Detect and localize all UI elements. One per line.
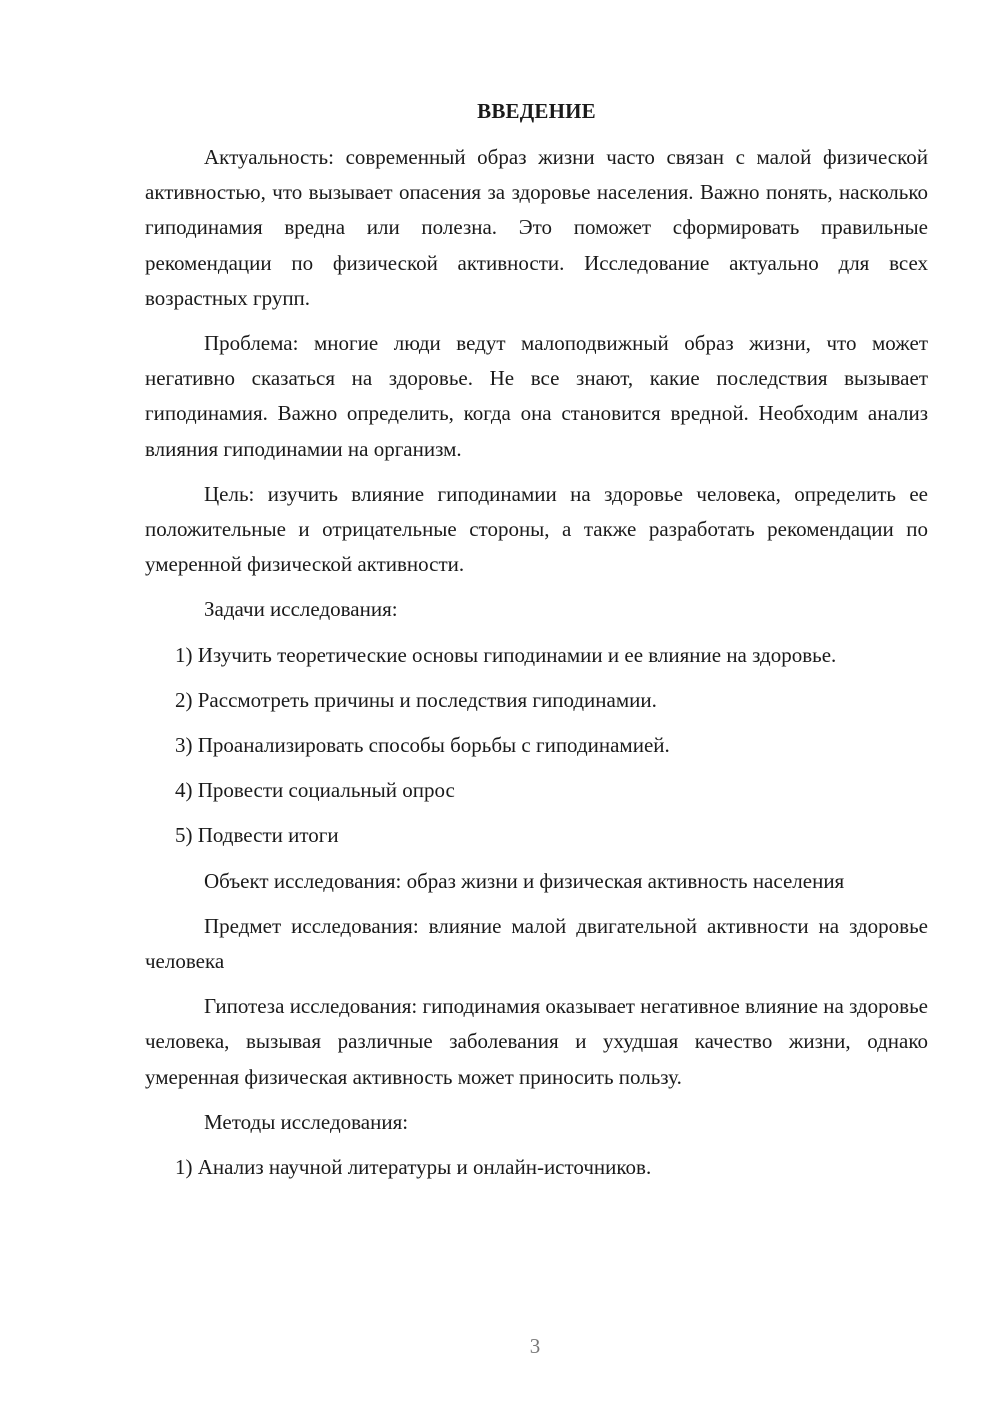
- task-item-1: 1) Изучить теоретические основы гиподинамии и ее влияние на здоровье.: [175, 642, 837, 667]
- page-title: ВВЕДЕНИЕ: [477, 99, 596, 123]
- task-item-3: 3) Проанализировать способы борьбы с гиподинамией.: [175, 733, 670, 758]
- tasks-heading: Задачи исследования:: [204, 597, 398, 622]
- method-item-1: 1) Анализ научной литературы и онлайн-источников.: [175, 1155, 652, 1180]
- goal-paragraph: Цель: изучить влияние гиподинамии на здоровье человека, определить ее положительные и отрицательные стороны, а также разработать рекомендации по умеренной физической активности.: [145, 481, 928, 577]
- task-item-5: 5) Подвести итоги: [175, 823, 339, 848]
- problem-paragraph: Проблема: многие люди ведут малоподвижный образ жизни, что может негативно сказаться на здоровье. Не все знают, какие последствия вызывает гиподинамия. Важно определить, когда она становится вредной. Необходим анализ влияния гиподинамии на организм.: [145, 331, 928, 461]
- research-object-paragraph: Объект исследования: образ жизни и физическая активность населения: [204, 868, 845, 893]
- methods-heading: Методы исследования:: [204, 1109, 409, 1134]
- task-item-2: 2) Рассмотреть причины и последствия гиподинамии.: [175, 687, 657, 712]
- hypothesis-paragraph: Гипотеза исследования: гиподинамия оказывает негативное влияние на здоровье человека, вызывая различные заболевания и ухудшая качество жизни, однако умеренная физическая активность может приносить пользу.: [145, 994, 928, 1089]
- page-number: 3: [529, 1334, 541, 1358]
- relevance-paragraph: Актуальность: современный образ жизни часто связан с малой физической активностью, что вызывает опасения за здоровье населения. Важно понять, насколько гиподинамия вредна или полезна. Это поможет сформировать правильные рекомендации по физической активности. Исследование актуально для всех возрастных групп.: [145, 145, 928, 310]
- document-page: [145, 96, 928, 1185]
- task-item-4: 4) Провести социальный опрос: [175, 778, 455, 803]
- research-subject-paragraph: Предмет исследования: влияние малой двигательной активности на здоровье человека: [145, 913, 928, 974]
